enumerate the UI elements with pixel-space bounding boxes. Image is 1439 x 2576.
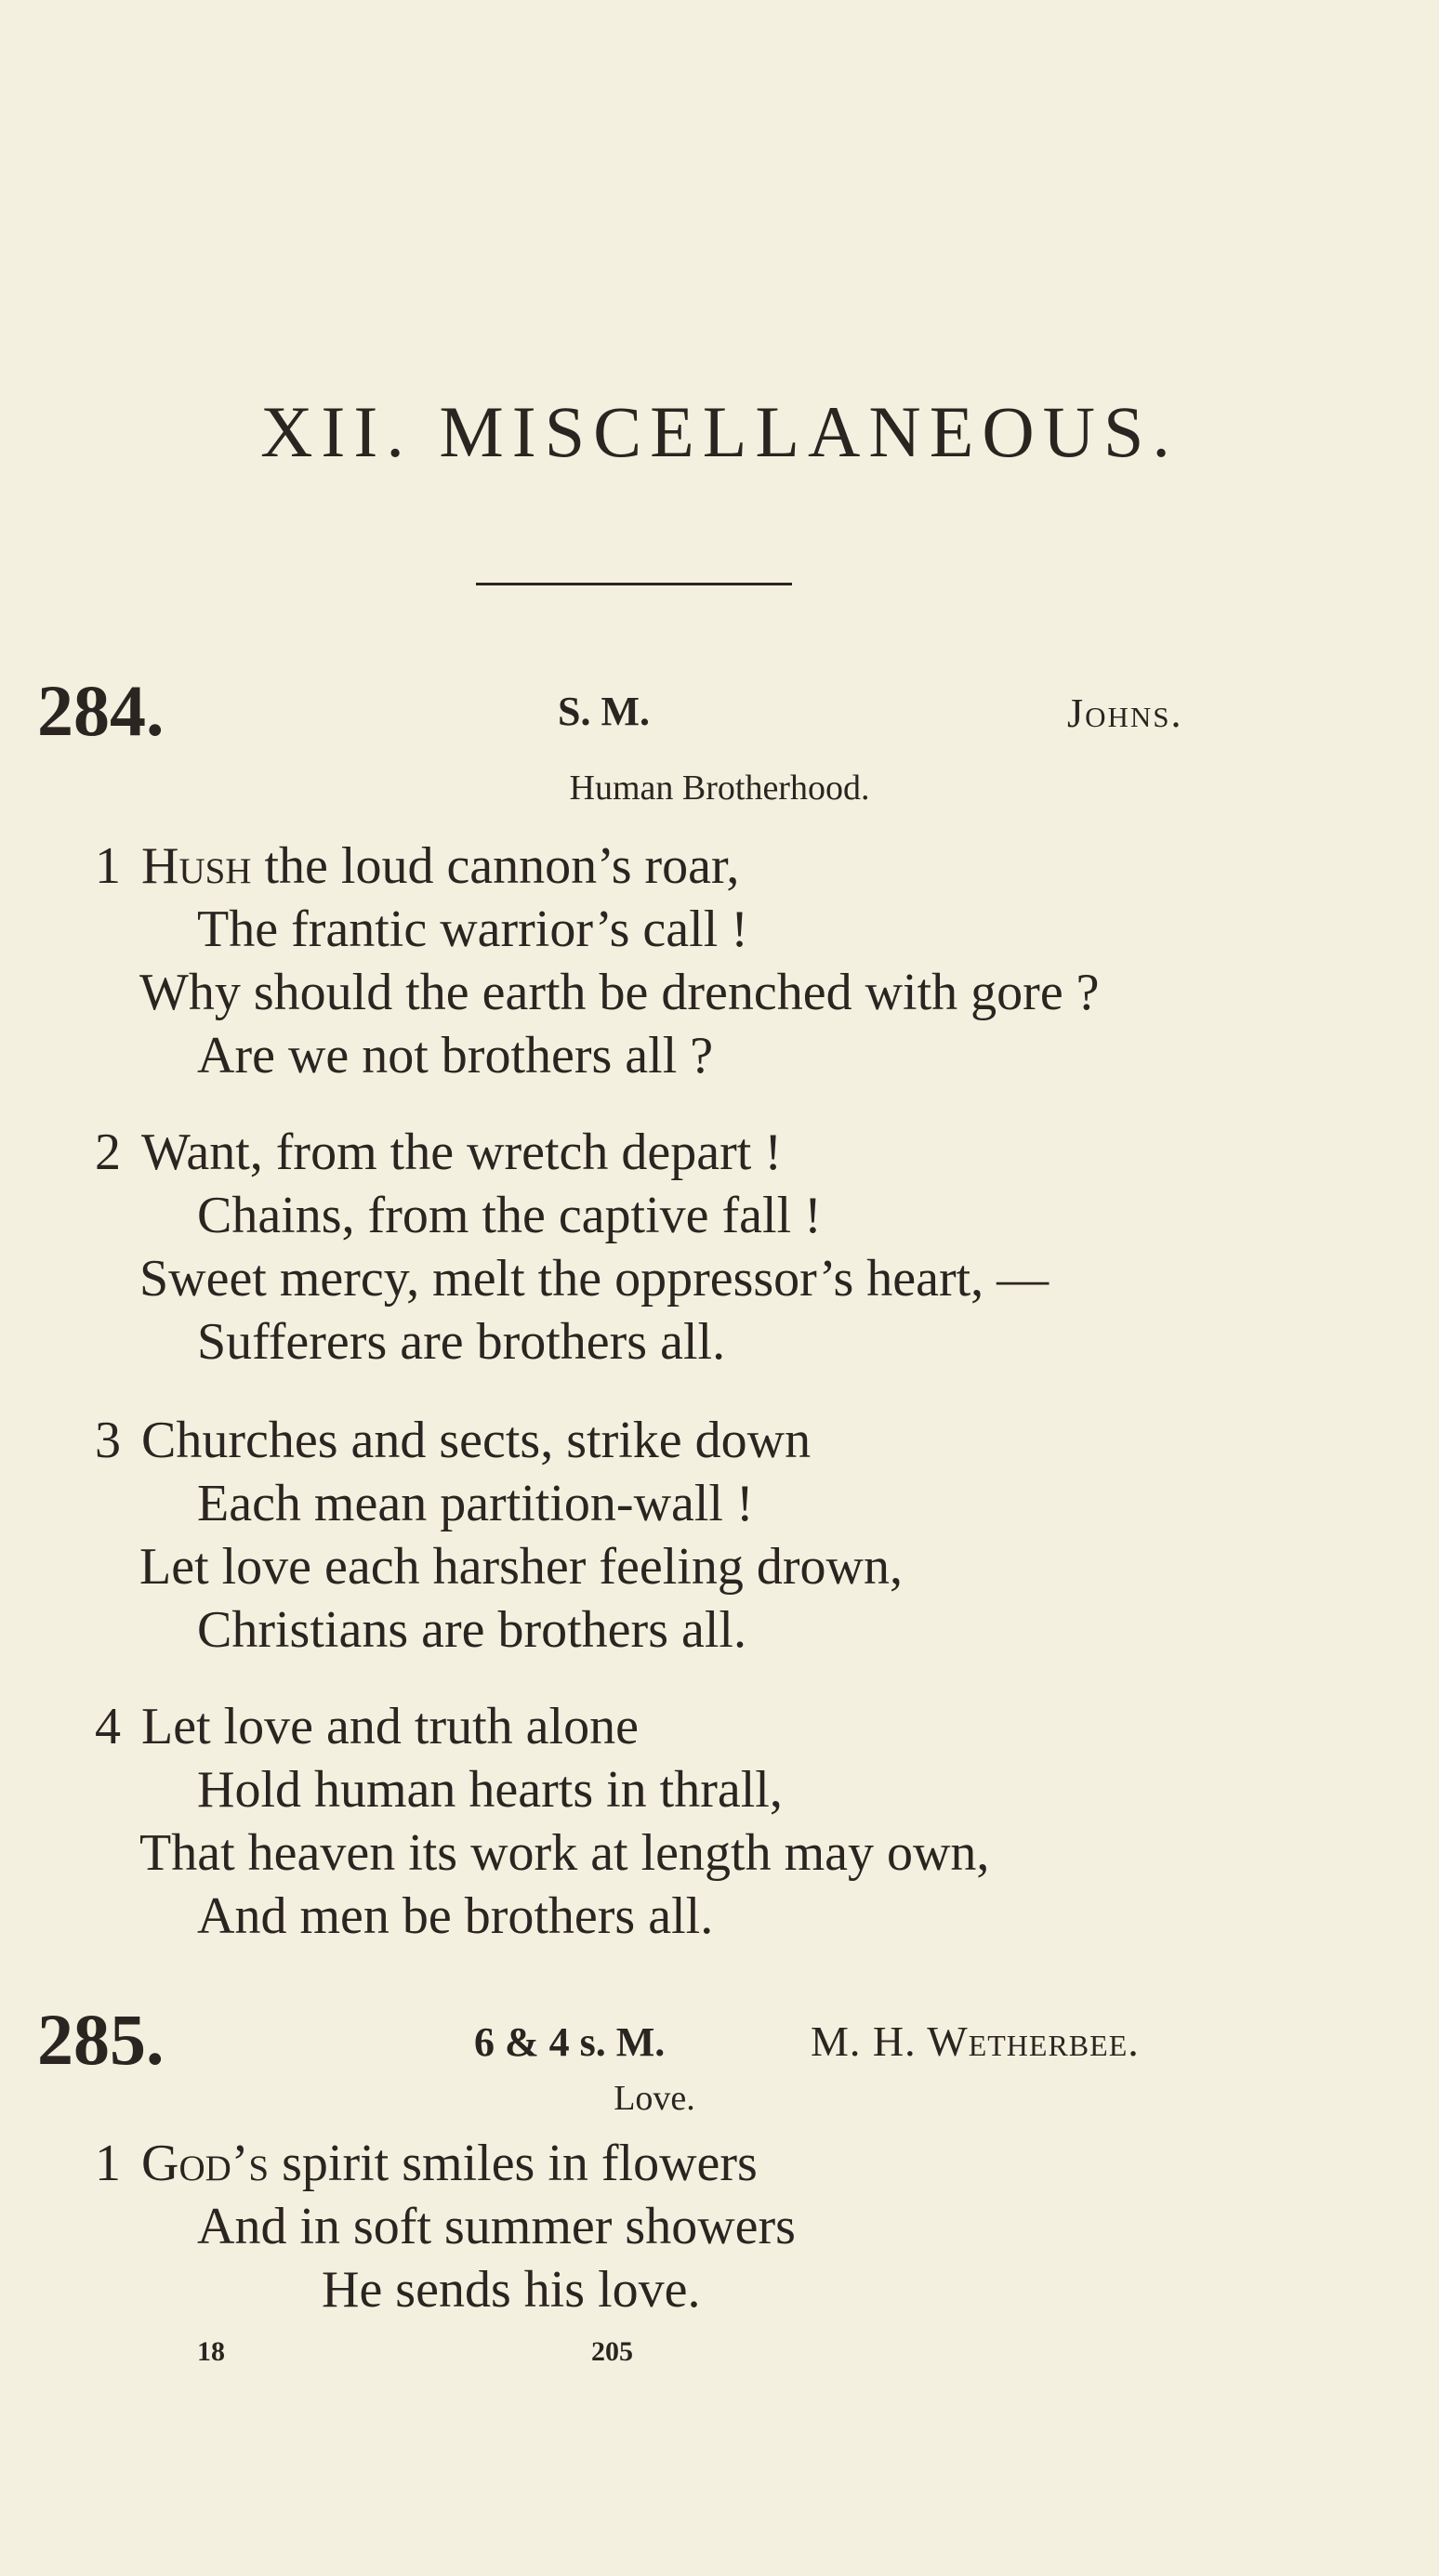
verse-first-word: God’s — [141, 2135, 270, 2192]
hymn-subtitle: Human Brotherhood. — [569, 769, 870, 808]
verse-line: Sweet mercy, melt the oppressor’s heart, — — [139, 1250, 1050, 1308]
verse-first-rest: spirit smiles in flowers — [269, 2135, 758, 2192]
hymn-meter: 6 & 4 s. M. — [474, 2019, 666, 2065]
verse-line — [95, 1123, 782, 1182]
verse-first-line: Churches and sects, strike down — [141, 1412, 812, 1469]
verse-line: Why should the earth be drenched with gore ? — [139, 964, 1100, 1021]
hymn-meter: S. M. — [558, 689, 650, 734]
hymn-number: 284. — [37, 670, 165, 751]
hymn-tune: M. H. Wetherbee. — [811, 2017, 1140, 2065]
verse-line — [95, 836, 740, 896]
divider-rule — [476, 583, 792, 585]
section-title: XII. MISCELLANEOUS. — [260, 391, 1179, 472]
signature-mark: 18 — [197, 2336, 225, 2367]
hymn-number: 285. — [37, 1999, 165, 2080]
verse-line: The frantic warrior’s call ! — [197, 900, 748, 958]
verse-number: 1 — [95, 2135, 121, 2192]
verse-line: Christians are brothers all. — [197, 1601, 746, 1659]
verse-line — [95, 1697, 639, 1756]
verse-line — [95, 1411, 812, 1470]
verse-line: And men be brothers all. — [197, 1887, 714, 1945]
verse-number: 1 — [95, 837, 121, 895]
verse-line — [95, 2134, 758, 2193]
verse-line: He sends his love. — [322, 2261, 701, 2319]
verse-line: Hold human hearts in thrall, — [197, 1761, 783, 1819]
hymn-subtitle: Love. — [614, 2079, 695, 2118]
verse-first-rest: the loud cannon’s roar, — [251, 837, 740, 895]
verse-number: 2 — [95, 1124, 121, 1181]
hymn-tune: Johns. — [1067, 690, 1183, 736]
verse-first-line: Let love and truth alone — [141, 1698, 639, 1755]
verse-line: Sufferers are brothers all. — [197, 1313, 726, 1371]
verse-number: 4 — [95, 1698, 121, 1755]
verse-number: 3 — [95, 1412, 121, 1469]
verse-first-line: Want, from the wretch depart ! — [141, 1124, 782, 1181]
verse-line: Are we not brothers all ? — [197, 1027, 714, 1084]
verse-line: Let love each harsher feeling drown, — [139, 1538, 903, 1596]
verse-first-word: Hush — [141, 837, 252, 895]
verse-line: That heaven its work at length may own, — [139, 1824, 990, 1882]
verse-line: Each mean partition-wall ! — [197, 1475, 754, 1532]
verse-line: And in soft summer showers — [197, 2198, 796, 2255]
verse-line: Chains, from the captive fall ! — [197, 1187, 822, 1244]
page-number: 205 — [591, 2336, 633, 2367]
